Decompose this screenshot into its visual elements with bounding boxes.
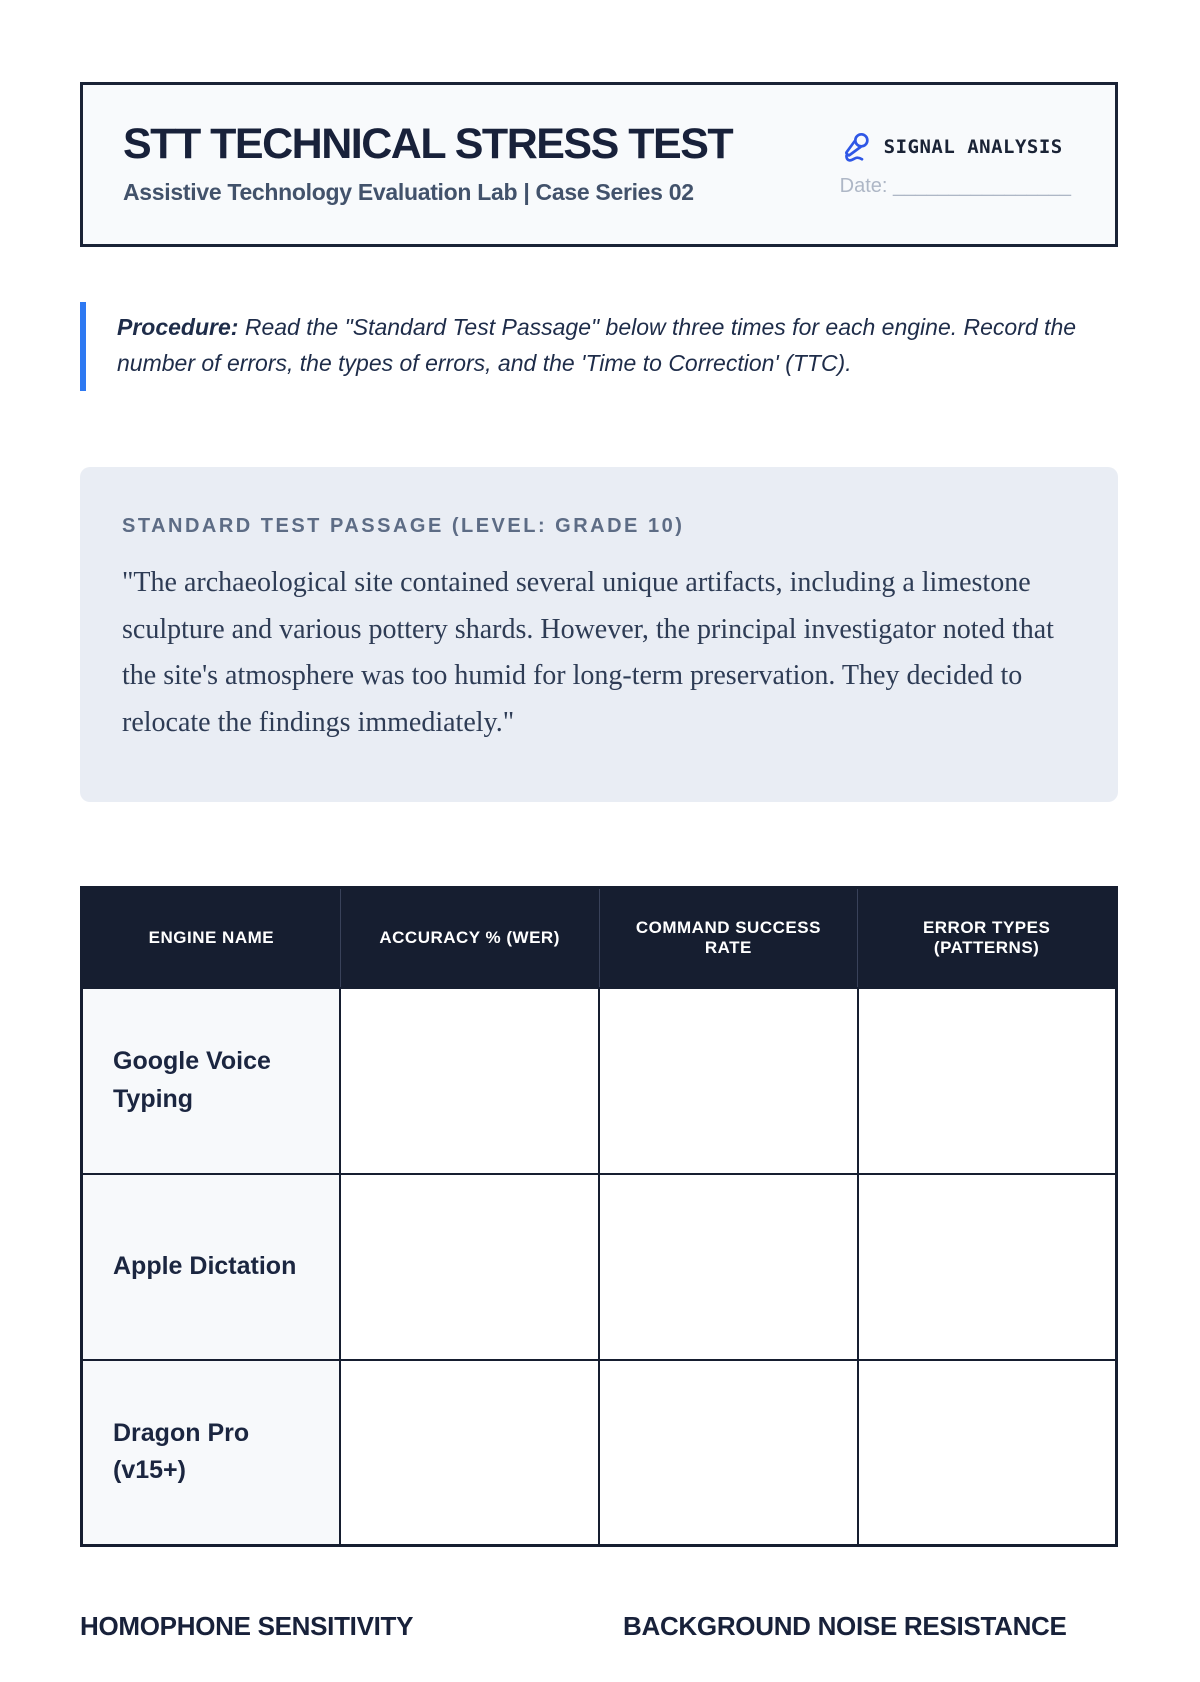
accuracy-empty-cell [340, 988, 599, 1174]
column-header-accuracy: ACCURACY % (WER) [340, 888, 599, 988]
date-label: Date: [839, 175, 888, 197]
page-subtitle: Assistive Technology Evaluation Lab | Case Series 02 [123, 179, 694, 205]
signal-analysis-label: SIGNAL ANALYSIS [883, 136, 1063, 158]
accuracy-empty-cell [340, 1174, 599, 1360]
table-header-row [82, 888, 1117, 988]
date-fill-line: ________________ [893, 175, 1071, 197]
error-types-empty-cell [858, 988, 1117, 1174]
accuracy-empty-cell [340, 1360, 599, 1546]
engine-name-cell: Dragon Pro (v15+) [82, 1360, 341, 1546]
page-title: STT TECHNICAL STRESS TEST [123, 120, 733, 168]
command-success-empty-cell [599, 988, 858, 1174]
passage-label: STANDARD TEST PASSAGE (LEVEL: GRADE 10) [122, 515, 685, 538]
column-header-command-success: COMMAND SUCCESS RATE [599, 888, 858, 988]
form-header [80, 82, 1118, 247]
command-success-empty-cell [599, 1360, 858, 1546]
table-row [82, 1174, 1117, 1360]
worksheet-page [80, 82, 1118, 1642]
column-header-engine-name: ENGINE NAME [82, 888, 341, 988]
evaluation-table [80, 886, 1118, 1547]
error-types-empty-cell [858, 1174, 1117, 1360]
passage-card [80, 467, 1118, 802]
date-row [840, 175, 1071, 198]
engine-name-cell: Google Voice Typing [82, 988, 341, 1174]
microphone-icon [840, 131, 872, 163]
passage-text: "The archaeological site contained several unique artifacts, including a limestone sculpture and various pottery shards. However, the principal investigator noted that the site's atmosphere was too humid for long-term preservation. They decided to relocate the findings immediately." [122, 567, 1054, 738]
header-title-block [123, 120, 733, 206]
bottom-sections [80, 1611, 1118, 1642]
section-heading-homophone: HOMOPHONE SENSITIVITY [80, 1611, 414, 1642]
table-row [82, 1360, 1117, 1546]
section-heading-background-noise: BACKGROUND NOISE RESISTANCE [623, 1611, 1067, 1642]
procedure-text: Read the "Standard Test Passage" below three times for each engine. Record the number of errors, the types of errors, and the 'Time to Correction' (TTC). [117, 314, 1077, 376]
procedure-label: Procedure: [117, 314, 239, 340]
column-header-error-types: ERROR TYPES (PATTERNS) [858, 888, 1117, 988]
engine-name-cell: Apple Dictation [82, 1174, 341, 1360]
command-success-empty-cell [599, 1174, 858, 1360]
table-row [82, 988, 1117, 1174]
signal-analysis-block [840, 131, 1071, 198]
error-types-empty-cell [858, 1360, 1117, 1546]
procedure-note [80, 302, 1100, 391]
